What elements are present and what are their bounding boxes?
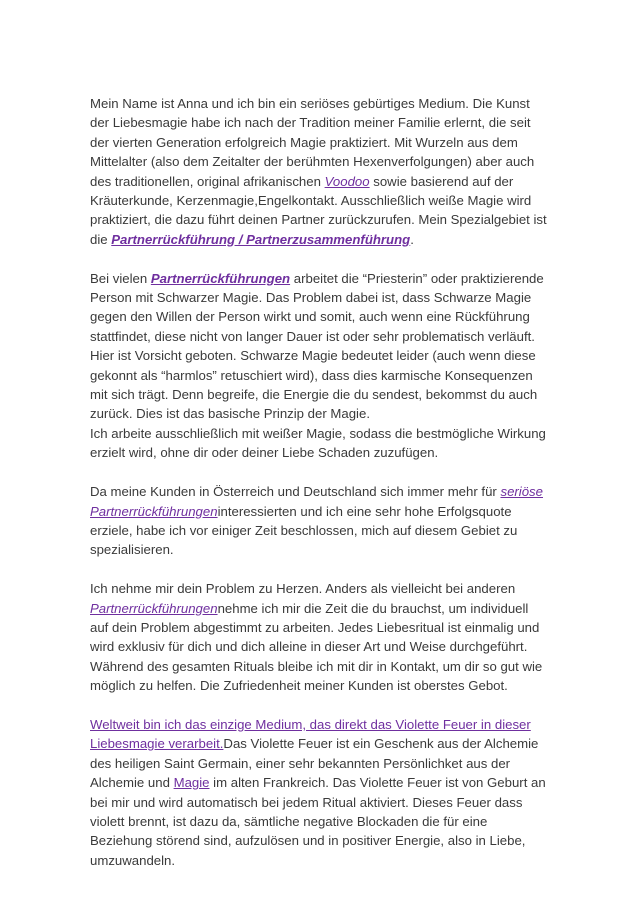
paragraph [90,482,550,560]
text-run: Bei vielen [90,270,151,286]
inline-link[interactable]: Partnerrückführungen [90,600,218,616]
text-run: im alten Frankreich. Das Violette Feuer ist von Geburt an bei mir und wird automatisch bei jedem Ritual aktiviert. Dieses Feuer dass violett brennt, ist dazu da, sämtliche negative Blockaden die für eine Beziehung störend sind, aufzulösen und in positiver Energie, also in Liebe, umzuwandeln. [90,775,546,868]
text-run: arbeitet die “Priesterin” oder praktizierende Person mit Schwarzer Magie. Das Problem dabei ist, dass Schwarze Magie gegen den Willen der Person wirkt und somit, auch wenn eine Rückführung stattfindet, diese nicht von langer Dauer ist oder sehr problematisch verläuft. Hier ist Vorsicht geboten. Schwarze Magie bedeutet leider (auch wenn diese gekonnt als “harmlos” retuschiert wird), dass dies karmische Konsequenzen mit sich trägt. Denn begreife, die Energie die du sendest, bekommst du auch zurück. Dies ist das basische Prinzip der Magie. [90,270,544,422]
paragraph [90,715,550,870]
paragraph [90,269,550,463]
text-run: Ich arbeite ausschließlich mit weißer Magie, sodass die bestmögliche Wirkung erzielt wird, ohne dir oder deiner Liebe Schaden zuzufügen. [90,425,546,461]
inline-link[interactable]: Partnerrückführung / Partnerzusammenführung [111,231,411,247]
text-run: nehme ich mir die Zeit die du brauchst, um individuell auf dein Problem abgestimmt zu arbeiten. Jedes Liebesritual ist einmalig und wird exklusiv für dich und dich alleine in dieser Art und Weise durchgeführt. Während des gesamten Rituals bleibe ich mit dir in Kontakt, um dir so gut wie möglich zu helfen. Die Zufriedenheit meiner Kunden ist oberstes Gebot. [90,600,543,694]
inline-link[interactable]: Magie [173,775,210,791]
inline-link[interactable]: Weltweit bin ich das einzige Medium, das direkt das Violette Feuer in dieser Liebesmagie verarbeit. [90,716,531,752]
text-run: Mein Name ist Anna und ich bin ein seriöses gebürtiges Medium. Die Kunst der Liebesmagie habe ich nach der Tradition meiner Familie erlernt, die seit der vierten Generation erfolgreich Magie praktiziert. Mit Wurzeln aus dem Mittelalter (also dem Zeitalter der berühmten Hexenverfolgungen) aber auch des traditionellen, original afrikanischen [90,96,535,189]
text-run: sowie basierend auf der Kräuterkunde, Kerzenmagie,Engelkontakt. Ausschließlich weiße Magie wird praktiziert, die dazu führt deinen Partner zurückzurufen. Mein Spezialgebiet ist die [90,173,547,247]
text-run: . [410,231,414,247]
text-run: Da meine Kunden in Österreich und Deutschland sich immer mehr für [90,484,501,500]
text-run: interessierten und ich eine sehr hohe Erfolgsquote erziele, habe ich vor einiger Zeit beschlossen, mich auf diesem Gebiet zu spezialisieren. [90,503,518,558]
inline-link[interactable]: Partnerrückführungen [150,270,291,286]
inline-link[interactable]: seriöse Partnerrückführungen [90,484,543,519]
paragraph [90,579,550,695]
text-run: Ich nehme mir dein Problem zu Herzen. Anders als vielleicht bei anderen [90,581,516,597]
document-body [90,94,550,870]
inline-link[interactable]: Voodoo [324,173,370,189]
paragraph [90,94,550,249]
text-run: Das Violette Feuer ist ein Geschenk aus der Alchemie des heiligen Saint Germain, einer sehr bekannten Persönlichket aus der Alchemie und [90,736,539,791]
